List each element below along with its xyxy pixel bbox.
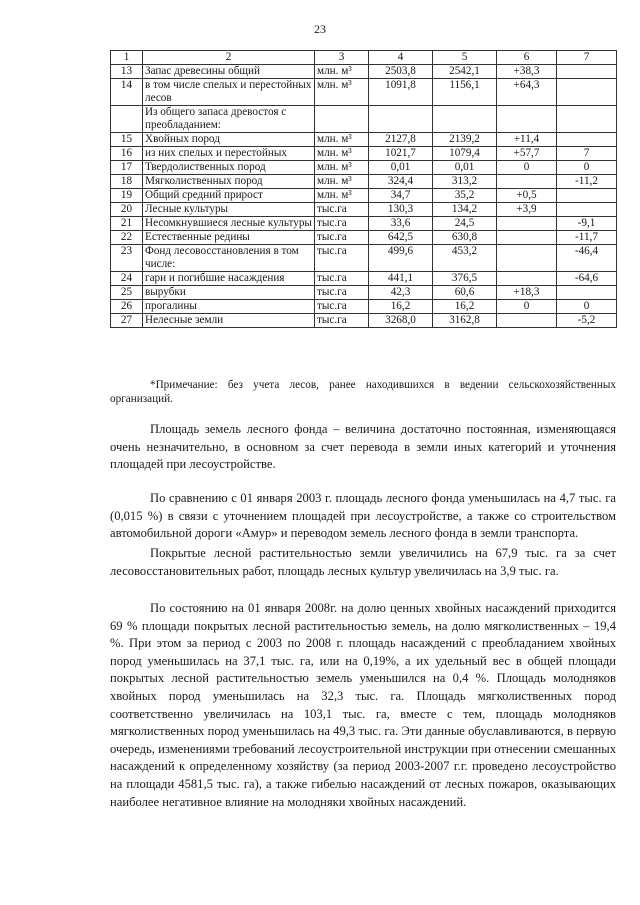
table-cell: Лесные культуры bbox=[143, 203, 315, 217]
table-row bbox=[111, 231, 617, 245]
table-cell: 0,01 bbox=[433, 161, 497, 175]
table-cell bbox=[557, 133, 617, 147]
table-cell: 20 bbox=[111, 203, 143, 217]
column-header: 2 bbox=[143, 51, 315, 65]
table-cell bbox=[497, 314, 557, 328]
table-cell bbox=[557, 189, 617, 203]
table-cell: 22 bbox=[111, 231, 143, 245]
table-cell: 21 bbox=[111, 217, 143, 231]
table-cell: Из общего запаса древостоя с преобладанием: bbox=[143, 106, 315, 133]
table-cell: 2139,2 bbox=[433, 133, 497, 147]
paragraph-2: По сравнению с 01 января 2003 г. площадь лесного фонда уменьшилась на 4,7 тыс. га (0,015 %) в связи с уточнением площадей при лесоустройстве, а также со строительством автомобильной дороги «Амур» и переводом земель лесного фонда в земли транспорта. bbox=[110, 491, 616, 541]
table-cell bbox=[557, 79, 617, 106]
table-row bbox=[111, 300, 617, 314]
table-cell: тыс.га bbox=[315, 314, 369, 328]
table-cell: 26 bbox=[111, 300, 143, 314]
table-cell: 0 bbox=[497, 161, 557, 175]
table-cell: вырубки bbox=[143, 286, 315, 300]
table-cell: 60,6 bbox=[433, 286, 497, 300]
table-row bbox=[111, 79, 617, 106]
table-cell: +18,3 bbox=[497, 286, 557, 300]
table-cell bbox=[369, 106, 433, 133]
table-cell: 642,5 bbox=[369, 231, 433, 245]
table-row bbox=[111, 245, 617, 272]
table-cell: 7 bbox=[557, 147, 617, 161]
table-cell: -5,2 bbox=[557, 314, 617, 328]
column-header: 3 bbox=[315, 51, 369, 65]
table-cell: млн. м³ bbox=[315, 175, 369, 189]
table-cell: Запас древесины общий bbox=[143, 65, 315, 79]
table-cell: 27 bbox=[111, 314, 143, 328]
table-cell: 18 bbox=[111, 175, 143, 189]
table-cell: 2503,8 bbox=[369, 65, 433, 79]
table-cell: тыс.га bbox=[315, 245, 369, 272]
table-cell: 2127,8 bbox=[369, 133, 433, 147]
table-cell: 441,1 bbox=[369, 272, 433, 286]
column-header: 5 bbox=[433, 51, 497, 65]
table-cell: +0,5 bbox=[497, 189, 557, 203]
table-cell: 19 bbox=[111, 189, 143, 203]
table-cell: 453,2 bbox=[433, 245, 497, 272]
table-cell: 24 bbox=[111, 272, 143, 286]
table-row bbox=[111, 133, 617, 147]
table-cell: 23 bbox=[111, 245, 143, 272]
table-cell: 1079,4 bbox=[433, 147, 497, 161]
table-cell bbox=[557, 106, 617, 133]
table-cell: 324,4 bbox=[369, 175, 433, 189]
table-cell: Хвойных пород bbox=[143, 133, 315, 147]
table-cell: млн. м³ bbox=[315, 133, 369, 147]
table-cell: 16 bbox=[111, 147, 143, 161]
table-cell: прогалины bbox=[143, 300, 315, 314]
table-cell bbox=[497, 245, 557, 272]
table-cell: Общий средний прирост bbox=[143, 189, 315, 203]
table-cell: -64,6 bbox=[557, 272, 617, 286]
table-row bbox=[111, 314, 617, 328]
page-number: 23 bbox=[314, 22, 326, 36]
table-cell: 42,3 bbox=[369, 286, 433, 300]
table-cell: 1091,8 bbox=[369, 79, 433, 106]
table-cell: 34,7 bbox=[369, 189, 433, 203]
table-cell: 0 bbox=[557, 161, 617, 175]
table-cell: 130,3 bbox=[369, 203, 433, 217]
table-row bbox=[111, 217, 617, 231]
table-cell: млн. м³ bbox=[315, 147, 369, 161]
table-cell bbox=[315, 106, 369, 133]
table-cell: тыс.га bbox=[315, 231, 369, 245]
table-cell: +64,3 bbox=[497, 79, 557, 106]
table-cell bbox=[433, 106, 497, 133]
table-cell: -9,1 bbox=[557, 217, 617, 231]
table-header-row bbox=[111, 51, 617, 65]
table-cell: -46,4 bbox=[557, 245, 617, 272]
table-cell: 15 bbox=[111, 133, 143, 147]
table-cell: Несомкнувшиеся лесные культуры bbox=[143, 217, 315, 231]
paragraph-3: Покрытые лесной растительностью земли увеличились на 67,9 тыс. га за счет лесовосстановительных работ, площадь лесных культур увеличилась на 3,9 тыс. га. bbox=[110, 546, 616, 578]
table-footnote: *Примечание: без учета лесов, ранее находившихся в ведении сельскохозяйственных организаций. bbox=[110, 379, 616, 405]
table-cell: 2542,1 bbox=[433, 65, 497, 79]
table-cell: из них спелых и перестойных bbox=[143, 147, 315, 161]
table-row bbox=[111, 175, 617, 189]
table-cell bbox=[557, 286, 617, 300]
column-header: 1 bbox=[111, 51, 143, 65]
column-header: 7 bbox=[557, 51, 617, 65]
table-cell: гари и погибшие насаждения bbox=[143, 272, 315, 286]
table-row bbox=[111, 147, 617, 161]
table-cell: млн. м³ bbox=[315, 79, 369, 106]
table-cell: тыс.га bbox=[315, 203, 369, 217]
table-cell: 1021,7 bbox=[369, 147, 433, 161]
table-cell: млн. м³ bbox=[315, 161, 369, 175]
table-row bbox=[111, 286, 617, 300]
table-cell: 14 bbox=[111, 79, 143, 106]
table-cell: +11,4 bbox=[497, 133, 557, 147]
table-cell: 25 bbox=[111, 286, 143, 300]
table-cell: 17 bbox=[111, 161, 143, 175]
table-cell: 134,2 bbox=[433, 203, 497, 217]
table-cell: Твердолиственных пород bbox=[143, 161, 315, 175]
table-cell bbox=[497, 175, 557, 189]
table-cell bbox=[557, 65, 617, 79]
table-cell bbox=[557, 203, 617, 217]
table-cell: Фонд лесовосстановления в том числе: bbox=[143, 245, 315, 272]
table-cell: -11,7 bbox=[557, 231, 617, 245]
table-cell: 0,01 bbox=[369, 161, 433, 175]
table-cell: 24,5 bbox=[433, 217, 497, 231]
table-cell: 376,5 bbox=[433, 272, 497, 286]
table-cell: 35,2 bbox=[433, 189, 497, 203]
table-cell bbox=[111, 106, 143, 133]
paragraph-4: По состоянию на 01 января 2008г. на долю ценных хвойных насаждений приходится 69 % площади покрытых лесной растительностью земель, на долю мягколиственных – 19,4 %. При этом за период с 2003 по 2008 г. площадь насаждений с преобладанием хвойных пород уменьшилась на 37,1 тыс. га, или на 0,19%, а их удельный вес в общей площади покрытых лесной растительностью земель уменьшился на 0,4 %. Площадь молодняков хвойных пород уменьшилась на 32,3 тыс. га. Площадь мягколиственных пород соответственно увеличилась на 103,1 тыс. га, вместе с тем, площадь молодняков мягколиственных пород уменьшилась на 49,3 тыс. га. Эти данные обуславливаются, в первую очередь, изменениями требований лесоустроительной инструкции при отнесении смешанных насаждений к определенному хозяйству (за период 2003-2007 г.г. проведено лесоустройство на площади 4581,5 тыс. га), а также гибелью насаждений от лесных пожаров, оказывающих наиболее негативное влияние на молодняки хвойных насаждений. bbox=[110, 601, 616, 809]
table-cell: +3,9 bbox=[497, 203, 557, 217]
table-cell: 16,2 bbox=[369, 300, 433, 314]
table-cell: 16,2 bbox=[433, 300, 497, 314]
table-cell: 13 bbox=[111, 65, 143, 79]
table-row bbox=[111, 161, 617, 175]
table-cell bbox=[497, 106, 557, 133]
table-cell: Естественные редины bbox=[143, 231, 315, 245]
table-cell: +38,3 bbox=[497, 65, 557, 79]
table-cell: 1156,1 bbox=[433, 79, 497, 106]
table-cell bbox=[497, 272, 557, 286]
table-cell: тыс.га bbox=[315, 286, 369, 300]
table-cell: 630,8 bbox=[433, 231, 497, 245]
table-cell: млн. м³ bbox=[315, 189, 369, 203]
column-header: 6 bbox=[497, 51, 557, 65]
table-cell: 3268,0 bbox=[369, 314, 433, 328]
forest-fund-table bbox=[110, 50, 617, 328]
table-cell bbox=[497, 217, 557, 231]
table-cell: Мягколиственных пород bbox=[143, 175, 315, 189]
table-cell: млн. м³ bbox=[315, 65, 369, 79]
paragraph-1: Площадь земель лесного фонда – величина достаточно постоянная, изменяющаяся очень незначительно, в основном за счет перевода в земли иных категорий и уточнения площадей при лесоустройстве. bbox=[110, 422, 616, 472]
table-cell: в том числе спелых и перестойных лесов bbox=[143, 79, 315, 106]
table-cell: тыс.га bbox=[315, 217, 369, 231]
table-row bbox=[111, 106, 617, 133]
table-cell: 0 bbox=[497, 300, 557, 314]
table-cell: +57,7 bbox=[497, 147, 557, 161]
table-cell: тыс.га bbox=[315, 272, 369, 286]
column-header: 4 bbox=[369, 51, 433, 65]
table-row bbox=[111, 189, 617, 203]
table-cell: 499,6 bbox=[369, 245, 433, 272]
table-cell bbox=[497, 231, 557, 245]
table-cell: 3162,8 bbox=[433, 314, 497, 328]
table-row bbox=[111, 65, 617, 79]
table-row bbox=[111, 272, 617, 286]
table-row bbox=[111, 203, 617, 217]
table-cell: Нелесные земли bbox=[143, 314, 315, 328]
table-cell: тыс.га bbox=[315, 300, 369, 314]
table-cell: -11,2 bbox=[557, 175, 617, 189]
table-cell: 313,2 bbox=[433, 175, 497, 189]
table-cell: 0 bbox=[557, 300, 617, 314]
table-cell: 33,6 bbox=[369, 217, 433, 231]
